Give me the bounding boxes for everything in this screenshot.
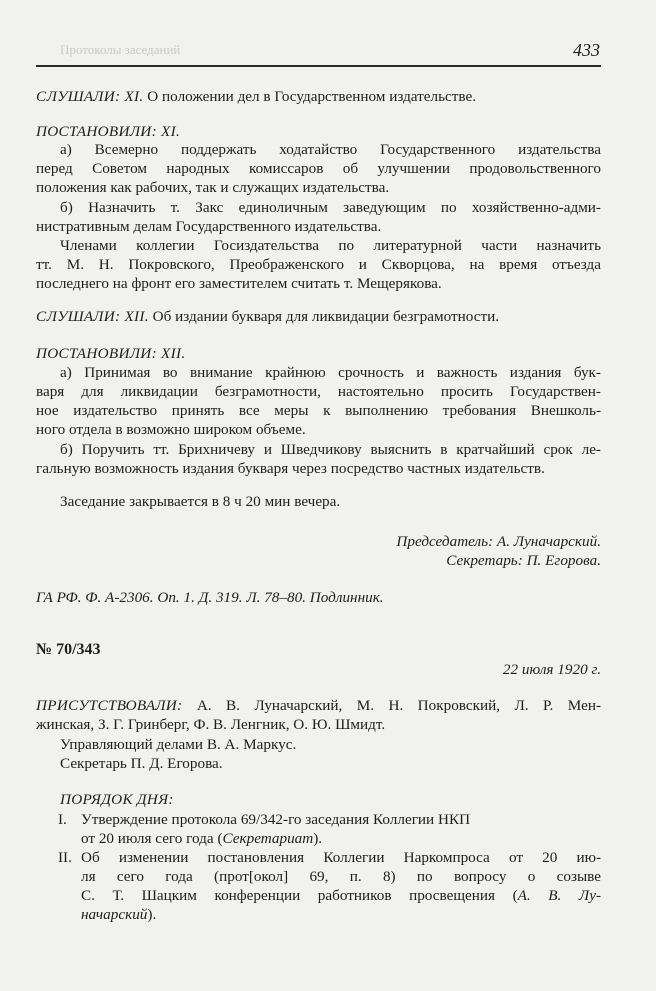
resolved-xi-item-a-line: а) Всемерно поддержать ходатайство Государственного издательства — [60, 141, 601, 158]
document-number: № 70/343 — [36, 641, 101, 658]
agenda-item-line: Об изменении постановления Коллегии Наркомпроса от 20 ию- — [81, 849, 601, 866]
resolved-xii-item-a-line: варя для ликвидации безграмотности, настоятельно просить Государствен- — [36, 383, 601, 400]
resolved-xii-item-a-line: а) Принимая во внимание крайнюю срочность и важность издания бук- — [60, 364, 601, 381]
resolved-xi-members — [36, 236, 601, 293]
resolved-xi-item-b — [36, 198, 601, 236]
present-label: ПРИСУТСТВОВАЛИ: — [36, 697, 183, 714]
resolved-xii-item-a-line: ное издательство принять все меры к выполнению требования Внешколь- — [36, 402, 601, 419]
present-list — [36, 696, 601, 734]
header-rule — [36, 65, 601, 67]
meeting-secretary: Секретарь П. Д. Егорова. — [60, 755, 223, 772]
resolved-xi-item-a-line: перед Советом народных комиссаров об улучшении продовольственного — [36, 160, 601, 177]
present-line: жинская, З. Г. Гринберг, Ф. В. Ленгник, О. Ю. Шмидт. — [36, 716, 386, 733]
bleed-through-header: Протоколы заседаний — [60, 42, 181, 57]
heard-xii — [36, 307, 601, 326]
agenda-item — [36, 848, 601, 924]
resolved-xii-item-b-line: б) Поручить тт. Брихничеву и Шведчикову выяснить в кратчайший срок ле- — [60, 441, 601, 458]
agenda-item-number: II. — [58, 849, 72, 866]
resolved-xii-item-a — [36, 363, 601, 439]
office-manager: Управляющий делами В. А. Маркус. — [60, 736, 297, 753]
present-names: А. В. Луначарский, М. Н. Покровский, Л. Р. Мен- — [196, 697, 602, 714]
session-closing: Заседание закрывается в 8 ч 20 мин вечера. — [60, 493, 341, 510]
resolved-xi-item-b-line: нистративным делам Государственного издательства. — [36, 218, 382, 235]
resolved-xi-label: ПОСТАНОВИЛИ: XI. — [36, 123, 181, 140]
heard-xi-text: О положении дел в Государственном издательстве. — [147, 88, 477, 105]
agenda-item-line: С. Т. Шацким конференции работников просвещения (А. В. Лу- — [81, 887, 601, 904]
present-line — [36, 696, 601, 715]
agenda-item-line: ля сего года (прот[окол] 69, п. 8) по вопросу о созыве — [81, 868, 601, 885]
heard-xii-label: СЛУШАЛИ: XII. — [36, 308, 149, 325]
document-date: 22 июля 1920 г. — [502, 661, 601, 678]
resolved-xii-label: ПОСТАНОВИЛИ: XII. — [36, 345, 186, 362]
resolved-xi-members-line: Членами коллегии Госиздательства по литературной части назначить — [60, 237, 601, 254]
agenda-item — [36, 810, 601, 848]
heard-xi — [36, 87, 601, 106]
agenda-item-line: от 20 июля сего года (Секретариат). — [81, 830, 323, 847]
heard-xii-text: Об издании букваря для ликвидации безграмотности. — [152, 308, 500, 325]
signature-chair: Председатель: А. Луначарский. — [396, 533, 601, 550]
heard-xi-label: СЛУШАЛИ: XI. — [36, 88, 144, 105]
resolved-xi-item-a — [36, 140, 601, 197]
resolved-xii-item-b-line: гальную возможность издания букваря через посредство частных издательств. — [36, 460, 545, 477]
resolved-xi-item-b-line: б) Назначить т. Закс единоличным заведующим по хозяйственно-адми- — [60, 199, 601, 216]
agenda-item-line: начарский). — [81, 906, 157, 923]
agenda-label: ПОРЯДОК ДНЯ: — [60, 791, 174, 808]
agenda-item-number: I. — [58, 811, 67, 828]
agenda-item-line: Утверждение протокола 69/342-го заседания Коллегии НКП — [81, 811, 471, 828]
resolved-xi-members-line: тт. М. Н. Покровского, Преображенского и Скворцова, на время отъезда — [36, 256, 601, 273]
resolved-xi-members-line: последнего на фронт его заместителем считать т. Мещерякова. — [36, 275, 442, 292]
resolved-xi-item-a-line: положения как рабочих, так и служащих издательства. — [36, 179, 390, 196]
page-number: 433 — [573, 40, 600, 60]
resolved-xii-item-b — [36, 440, 601, 478]
signature-secretary: Секретарь: П. Егорова. — [446, 552, 601, 569]
archive-reference: ГА РФ. Ф. А-2306. Оп. 1. Д. 319. Л. 78–80. Подлинник. — [36, 589, 384, 606]
resolved-xii-item-a-line: ного отдела в возможно широком объеме. — [36, 421, 306, 438]
